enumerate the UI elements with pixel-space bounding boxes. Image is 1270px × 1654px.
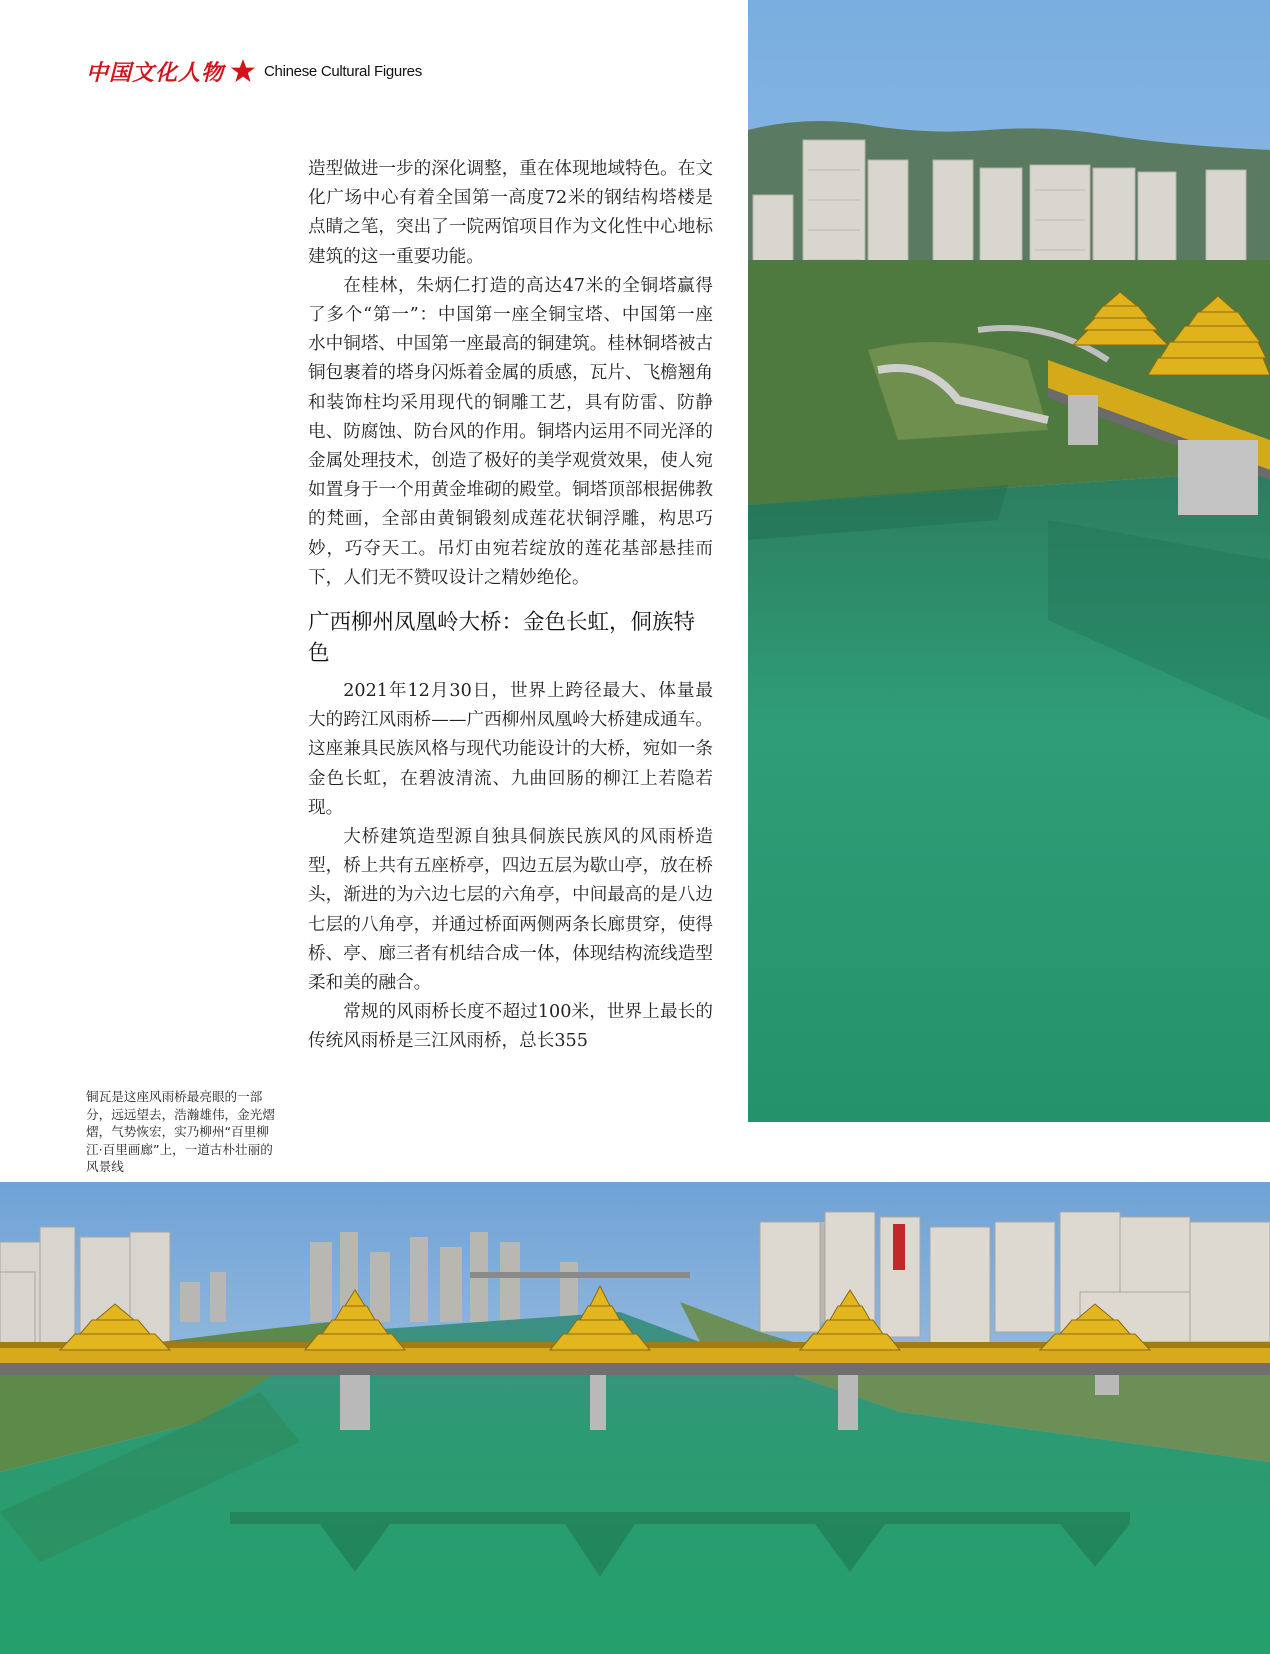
photo-caption: 铜瓦是这座风雨桥最亮眼的一部分，远远望去，浩瀚雄伟，金光熠熠，气势恢宏，实乃柳州“百里柳江·百里画廊”上，一道古朴壮丽的风景线 (86, 1089, 275, 1175)
paragraph: 在桂林，朱炳仁打造的高达47米的全铜塔赢得了多个“第一”：中国第一座全铜宝塔、中国第一座水中铜塔、中国第一座最高的铜建筑。桂林铜塔被古铜包裹着的塔身闪烁着金属的质感，瓦片、飞檐翘角和装饰柱均采用现代的铜雕工艺，具有防雷、防静电、防腐蚀、防台风的作用。铜塔内运用不同光泽的金属处理技术，创造了极好的美学观赏效果，使人宛如置身于一个用黄金堆砌的殿堂。铜塔顶部根据佛教的梵画，全部由黄铜锻刻成莲花状铜浮雕，构思巧妙，巧夺天工。吊灯由宛若绽放的莲花基部悬挂而下，人们无不赞叹设计之精妙绝伦。 (308, 275, 713, 588)
article-body (308, 155, 713, 1057)
red-star-icon (230, 58, 256, 84)
section-title: 广西柳州凤凰岭大桥：金色长虹，侗族特色 (308, 610, 696, 667)
paragraph: 大桥建筑造型源自独具侗族民族风的风雨桥造型，桥上共有五座桥亭，四边五层为歇山亭，放在桥头，渐进的为六边七层的六角亭，中间最高的是八边七层的八角亭，并通过桥面两侧两条长廊贯穿，使得桥、亭、廊三者有机结合成一体，体现结构流线造型柔和美的融合。 (308, 827, 713, 994)
paragraph: 造型做进一步的深化调整，重在体现地域特色。在文化广场中心有着全国第一高度72米的钢结构塔楼是点睛之笔，突出了一院两馆项目作为文化性中心地标建筑的这一重要功能。 (308, 159, 713, 267)
magazine-logo-en: Chinese Cultural Figures (264, 62, 422, 80)
paragraph: 2021年12月30日，世界上跨径最大、体量最大的跨江风雨桥——广西柳州凤凰岭大桥建成通车。这座兼具民族风格与现代功能设计的大桥，宛如一条金色长虹，在碧波清流、九曲回肠的柳江上若隐若现。 (308, 681, 713, 818)
photo-bridge-aerial-top (748, 0, 1270, 1122)
magazine-logo-cn: 中国文化人物 (86, 59, 225, 86)
paragraph: 常规的风雨桥长度不超过100米，世界上最长的传统风雨桥是三江风雨桥，总长355 (308, 1002, 713, 1052)
photo-bridge-panorama (0, 1182, 1270, 1654)
running-header (86, 56, 422, 86)
